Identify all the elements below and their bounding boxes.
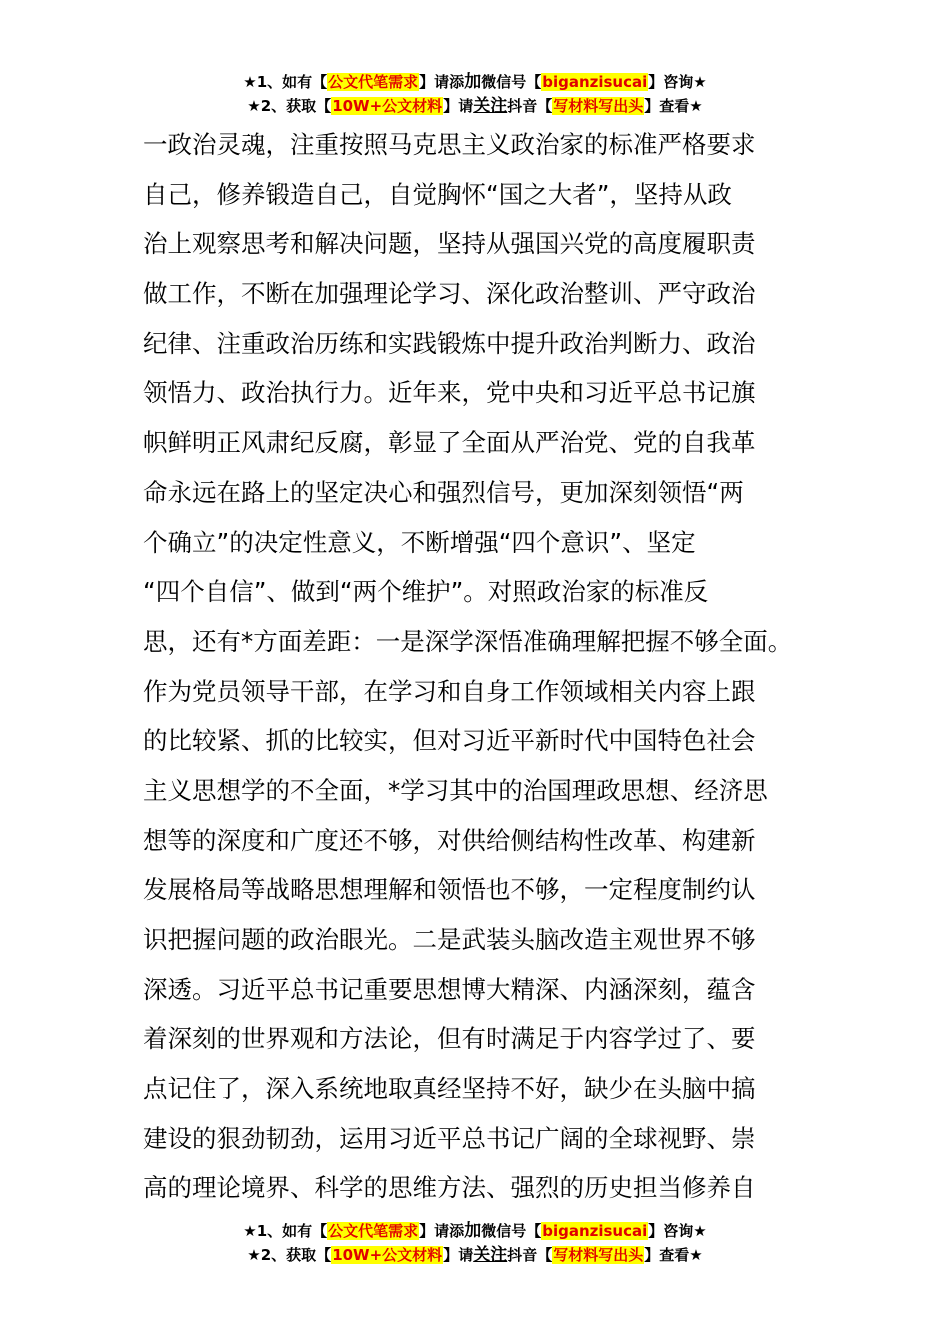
banner-text: ★1、如有【	[243, 73, 328, 91]
body-line: 建设的狠劲韧劲，运用习近平总书记广阔的全球视野、崇	[143, 1123, 756, 1153]
body-line: 的比较紧、抓的比较实，但对习近平新时代中国特色社会	[143, 726, 756, 756]
body-line: 主义思想学的不全面，*学习其中的治国理政思想、经济思	[143, 775, 768, 805]
banner-text: 】请	[443, 1246, 474, 1264]
body-line: 发展格局等战略思想理解和领悟也不够，一定程度制约认	[143, 875, 756, 905]
body-line: 命永远在路上的坚定决心和强烈信号，更加深刻领悟“两	[143, 477, 744, 507]
banner-text: 】咨询★	[648, 73, 707, 91]
body-line: “四个自信”、做到“两个维护”。对照政治家的标准反	[143, 577, 709, 607]
banner-text: 】咨询★	[648, 1222, 707, 1240]
banner-text: 】请添	[419, 73, 465, 91]
body-line: 领悟力、政治执行力。近年来，党中央和习近平总书记旗	[143, 378, 756, 408]
banner-line-2	[0, 1243, 950, 1267]
header-banner	[0, 70, 950, 118]
banner-text: 抖音【	[507, 97, 553, 115]
banner-text: 抖音【	[507, 1246, 553, 1264]
banner-highlight-materials: 10W+公文材料	[332, 1246, 443, 1264]
body-line: 作为党员领导干部，在学习和自身工作领域相关内容上跟	[143, 676, 756, 706]
banner-text: ★2、获取【	[247, 1246, 332, 1264]
banner-line-1	[0, 1219, 950, 1243]
body-line: 一政治灵魂，注重按照马克思主义政治家的标准严格要求	[143, 130, 756, 159]
body-line: 识把握问题的政治眼光。二是武装头脑改造主观世界不够	[143, 925, 756, 954]
body-line: 纪律、注重政治历练和实践锻炼中提升政治判断力、政治	[143, 328, 756, 358]
banner-highlight-douyin: 写材料写出头	[553, 97, 644, 115]
banner-text: 】请添	[419, 1222, 465, 1240]
body-line: 治上观察思考和解决问题，坚持从强国兴党的高度履职责	[143, 229, 756, 259]
banner-highlight-douyin: 写材料写出头	[553, 1246, 644, 1264]
body-line: 做工作，不断在加强理论学习、深化政治整训、严守政治	[143, 279, 756, 309]
body-line: 自己，修养锻造自己，自觉胸怀“国之大者”，坚持从政	[143, 179, 732, 209]
body-line: 着深刻的世界观和方法论，但有时满足于内容学过了、要	[143, 1024, 756, 1054]
banner-line-1	[0, 70, 950, 94]
banner-text: 】请	[443, 97, 474, 115]
banner-text: 】查看★	[644, 97, 703, 115]
body-line: 深透。习近平总书记重要思想博大精深、内涵深刻，蕴含	[143, 974, 756, 1004]
banner-highlight-wechat-id: biganzisucai	[542, 1222, 648, 1240]
banner-emphasis: 加	[464, 1221, 482, 1241]
footer-banner	[0, 1219, 950, 1267]
banner-highlight-materials: 10W+公文材料	[332, 97, 443, 115]
body-line: 思，还有*方面差距：一是深学深悟准确理解把握不够全面。	[143, 626, 793, 656]
banner-text: 】查看★	[644, 1246, 703, 1264]
body-line: 点记住了，深入系统地取真经坚持不好，缺少在头脑中搞	[143, 1074, 756, 1104]
body-line: 想等的深度和广度还不够，对供给侧结构性改革、构建新	[143, 825, 756, 855]
banner-highlight-service: 公文代笔需求	[328, 73, 419, 91]
banner-emphasis: 加	[464, 72, 482, 92]
banner-line-2	[0, 94, 950, 118]
banner-text: ★1、如有【	[243, 1222, 328, 1240]
banner-text: ★2、获取【	[247, 97, 332, 115]
body-line: 帜鲜明正风肃纪反腐，彰显了全面从严治党、党的自我革	[143, 428, 756, 458]
banner-highlight-wechat-id: biganzisucai	[542, 73, 648, 91]
banner-text: 微信号【	[481, 73, 542, 91]
body-line: 个确立”的决定性意义，不断增强“四个意识”、坚定	[143, 527, 696, 557]
document-body	[143, 120, 823, 1213]
banner-text: 微信号【	[481, 1222, 542, 1240]
banner-emphasis: 关注	[473, 96, 508, 116]
body-line: 高的理论境界、科学的思维方法、强烈的历史担当修养自	[143, 1173, 756, 1203]
banner-emphasis: 关注	[473, 1245, 508, 1265]
banner-highlight-service: 公文代笔需求	[328, 1222, 419, 1240]
